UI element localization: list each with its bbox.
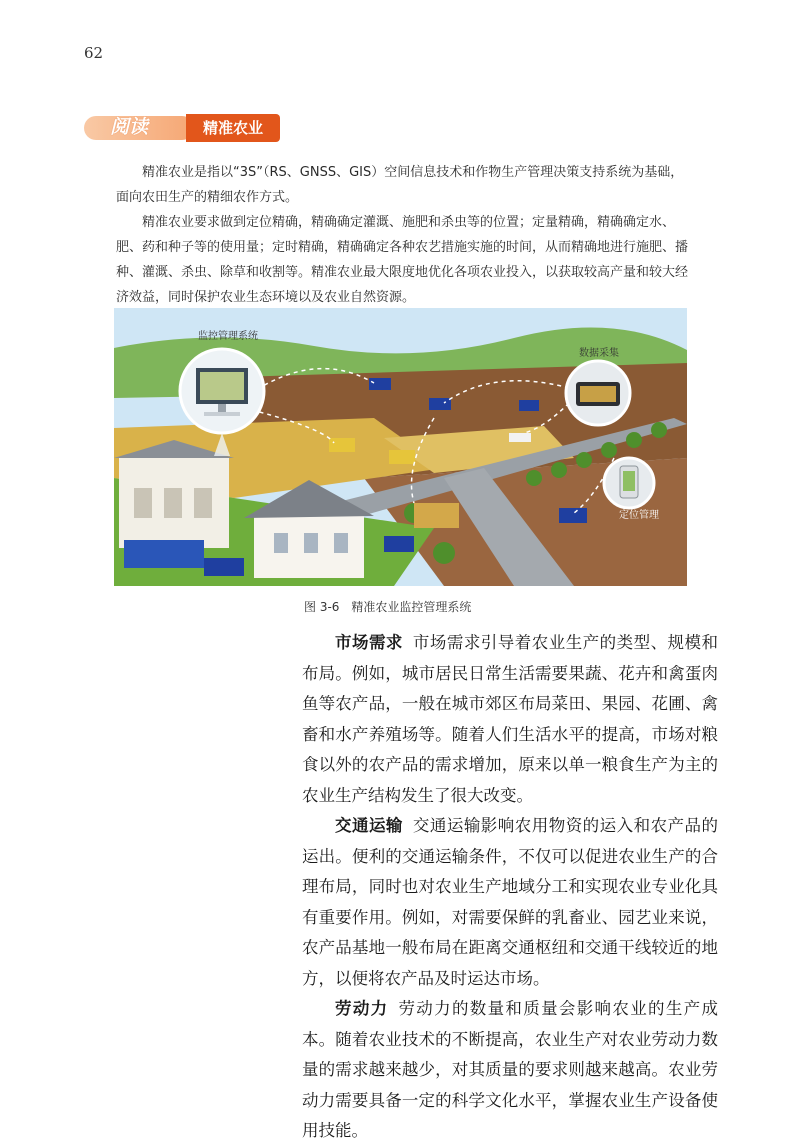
page-number: 62 (84, 44, 104, 62)
lead-term: 劳动力 (335, 999, 389, 1018)
banner-reading-label: 阅读 (110, 116, 149, 138)
farm-scene (114, 308, 687, 586)
label-position-management: 定位管理 (619, 510, 659, 521)
reading-paragraph: 精准农业要求做到定位精确，精确确定灌溉、施肥和杀虫等的位置；定量精确，精确确定水、肥、药和种子等的使用量；定时精确，精确确定各种农艺措施实施的时间，从而精确地进行施肥、播种、灌溉、杀虫、除草和收割等。精准农业最大限度地优化各项农业投入，以获取较高产量和较大经济效益，同时保护农业生态环境以及农业自然资源。 (116, 215, 689, 305)
paragraph-market (302, 628, 718, 811)
pickup-truck (509, 433, 531, 442)
reading-banner (84, 112, 280, 142)
lead-term: 交通运输 (335, 816, 403, 835)
paragraph-text: 劳动力的数量和质量会影响农业的生产成本。随着农业技术的不断提高，农业生产对农业劳动力数量的需求越来越少，对其质量的要求则越来越高。农业劳动力需要具备一定的科学文化水平，掌握农业生产设备使用技能。 (302, 999, 719, 1140)
body-text (302, 628, 718, 1147)
grain-truck (414, 503, 459, 528)
paragraph-text: 交通运输影响农用物资的运入和农产品的运出。便利的交通运输条件，不仅可以促进农业生产的合理布局，同时也对农业生产地域分工和实现农业专业化具有重要作用。例如，对需要保鲜的乳畜业、园艺业来说，农产品基地一般布局在距离交通枢纽和交通干线较近的地方，以便将农产品及时运达市场。 (302, 816, 719, 988)
figure-caption: 图 3-6 精准农业监控管理系统 (304, 600, 472, 614)
reading-box (116, 160, 696, 310)
paragraph-transport (302, 811, 718, 994)
precision-agriculture-illustration (114, 308, 687, 586)
paragraph-labor (302, 994, 718, 1147)
trailer (124, 540, 204, 568)
reading-paragraph: 精准农业是指以“3S”（RS、GNSS、GIS）空间信息技术和作物生产管理决策支持系统为基础，面向农田生产的精细农作方式。 (116, 165, 684, 205)
banner-title: 精准农业 (186, 114, 280, 142)
paragraph-text: 市场需求引导着农业生产的类型、规模和布局。例如，城市居民日常生活需要果蔬、花卉和禽蛋肉鱼等农产品，一般在城市郊区布局菜田、果园、花圃、禽畜和水产养殖场等。随着人们生活水平的提高，市场对粮食以外的农产品的需求增加，原来以单一粮食生产为主的农业生产结构发生了很大改变。 (302, 633, 719, 805)
label-data-collection: 数据采集 (579, 348, 619, 359)
label-monitor-system: 监控管理系统 (198, 331, 258, 342)
lead-term: 市场需求 (335, 633, 403, 652)
